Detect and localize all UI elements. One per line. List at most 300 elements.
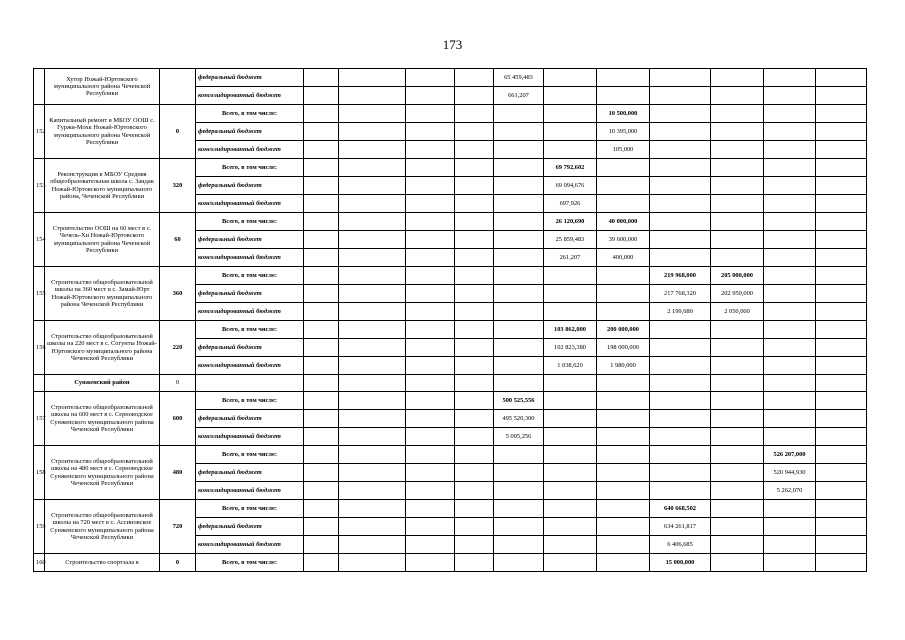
amount-cell	[711, 141, 764, 159]
amount-cell	[304, 428, 339, 446]
amount-cell	[455, 500, 494, 518]
amount-cell	[764, 357, 816, 375]
amount-cell	[304, 464, 339, 482]
amount-cell	[597, 159, 650, 177]
amount-cell	[339, 303, 406, 321]
amount-cell	[650, 357, 711, 375]
amount-cell	[711, 105, 764, 123]
amount-cell	[816, 500, 867, 518]
amount-cell	[711, 410, 764, 428]
amount-cell	[339, 195, 406, 213]
amount-cell	[544, 554, 597, 572]
amount-cell	[455, 321, 494, 339]
amount-cell	[406, 141, 455, 159]
amount-cell	[650, 195, 711, 213]
amount-cell	[816, 339, 867, 357]
capacity-cell: 480	[160, 446, 196, 500]
table-row	[34, 554, 867, 572]
amount-cell	[764, 249, 816, 267]
amount-cell	[544, 500, 597, 518]
page-number: 173	[442, 37, 463, 52]
amount-cell	[494, 141, 544, 159]
amount-cell	[339, 87, 406, 105]
amount-cell	[455, 231, 494, 249]
amount-cell	[304, 536, 339, 554]
amount-cell	[339, 482, 406, 500]
amount-cell	[304, 321, 339, 339]
amount-cell	[711, 428, 764, 446]
amount-cell	[494, 231, 544, 249]
amount-cell	[650, 249, 711, 267]
amount-cell	[455, 482, 494, 500]
amount-cell	[597, 482, 650, 500]
amount-cell: 500 525,556	[494, 392, 544, 410]
amount-cell: 495 520,300	[494, 410, 544, 428]
amount-cell	[544, 410, 597, 428]
amount-cell	[304, 105, 339, 123]
amount-cell	[597, 518, 650, 536]
amount-cell	[544, 428, 597, 446]
amount-cell	[764, 339, 816, 357]
amount-cell: 15 000,000	[650, 554, 711, 572]
amount-cell	[406, 213, 455, 231]
amount-cell	[406, 536, 455, 554]
budget-type-cell: Всего, в том числе:	[196, 213, 304, 231]
amount-cell	[544, 303, 597, 321]
amount-cell	[711, 159, 764, 177]
table-row	[34, 446, 867, 464]
capacity-cell: 0	[160, 105, 196, 159]
budget-type-cell: консолидированный бюджет	[196, 357, 304, 375]
amount-cell	[304, 213, 339, 231]
budget-table	[33, 68, 867, 572]
amount-cell	[406, 428, 455, 446]
budget-type-cell: консолидированный бюджет	[196, 428, 304, 446]
amount-cell	[304, 285, 339, 303]
amount-cell	[544, 123, 597, 141]
amount-cell	[406, 159, 455, 177]
amount-cell	[494, 267, 544, 285]
amount-cell	[764, 195, 816, 213]
amount-cell	[494, 105, 544, 123]
amount-cell	[304, 69, 339, 87]
amount-cell	[455, 303, 494, 321]
project-name-cell: Строительство общеобразовательной школы на 360 мест в с. Замай-Юрт Ножай-Юртовского муниципального района Чеченской Республики	[45, 267, 160, 321]
amount-cell	[406, 195, 455, 213]
amount-cell	[816, 303, 867, 321]
budget-type-cell: консолидированный бюджет	[196, 87, 304, 105]
amount-cell	[597, 177, 650, 195]
amount-cell	[711, 518, 764, 536]
amount-cell	[597, 554, 650, 572]
amount-cell: 5 262,070	[764, 482, 816, 500]
amount-cell	[455, 249, 494, 267]
amount-cell	[455, 446, 494, 464]
amount-cell	[650, 464, 711, 482]
amount-cell	[544, 482, 597, 500]
amount-cell	[764, 303, 816, 321]
amount-cell	[544, 69, 597, 87]
table-row	[34, 159, 867, 177]
amount-cell	[544, 518, 597, 536]
amount-cell	[816, 213, 867, 231]
amount-cell	[339, 177, 406, 195]
amount-cell	[406, 231, 455, 249]
amount-cell	[764, 105, 816, 123]
amount-cell	[711, 249, 764, 267]
amount-cell	[711, 446, 764, 464]
amount-cell	[339, 392, 406, 410]
amount-cell	[650, 105, 711, 123]
amount-cell	[455, 428, 494, 446]
amount-cell	[455, 518, 494, 536]
amount-cell	[816, 392, 867, 410]
amount-cell	[650, 482, 711, 500]
amount-cell	[304, 410, 339, 428]
budget-type-cell: Всего, в том числе:	[196, 267, 304, 285]
amount-cell	[455, 285, 494, 303]
amount-cell	[597, 536, 650, 554]
amount-cell	[494, 159, 544, 177]
amount-cell	[494, 303, 544, 321]
capacity-cell: 60	[160, 213, 196, 267]
amount-cell	[494, 554, 544, 572]
empty-cell	[597, 375, 650, 392]
amount-cell	[494, 285, 544, 303]
capacity-cell: 360	[160, 267, 196, 321]
budget-type-cell: Всего, в том числе:	[196, 392, 304, 410]
amount-cell	[650, 446, 711, 464]
amount-cell	[816, 536, 867, 554]
amount-cell: 2 050,000	[711, 303, 764, 321]
amount-cell	[711, 392, 764, 410]
amount-cell	[544, 446, 597, 464]
budget-type-cell: Всего, в том числе:	[196, 446, 304, 464]
budget-type-cell: консолидированный бюджет	[196, 141, 304, 159]
budget-type-cell: федеральный бюджет	[196, 177, 304, 195]
capacity-cell: 0	[160, 375, 196, 392]
amount-cell	[304, 159, 339, 177]
amount-cell	[650, 213, 711, 231]
amount-cell	[764, 267, 816, 285]
amount-cell	[339, 446, 406, 464]
row-number-cell: 154	[34, 213, 45, 267]
amount-cell	[455, 392, 494, 410]
amount-cell	[816, 159, 867, 177]
amount-cell	[816, 141, 867, 159]
empty-cell	[764, 375, 816, 392]
amount-cell: 102 823,380	[544, 339, 597, 357]
empty-cell	[494, 375, 544, 392]
amount-cell	[650, 339, 711, 357]
amount-cell: 2 199,680	[650, 303, 711, 321]
amount-cell: 697,926	[544, 195, 597, 213]
amount-cell	[816, 195, 867, 213]
amount-cell	[406, 500, 455, 518]
amount-cell: 661,207	[494, 87, 544, 105]
project-name-cell: Реконструкция в МБОУ Средняя общеобразовательная школа с. Зандак Ножай-Юртовского муниципального района, Чеченской Республики	[45, 159, 160, 213]
amount-cell	[544, 285, 597, 303]
amount-cell	[339, 159, 406, 177]
project-name-cell: Строительство общеобразовательной школы на 220 мест в с. Согунты Ножай-Юртовского муниципального района Чеченской Республики	[45, 321, 160, 375]
amount-cell	[339, 410, 406, 428]
amount-cell	[339, 518, 406, 536]
amount-cell	[494, 195, 544, 213]
amount-cell	[816, 285, 867, 303]
amount-cell: 6 406,685	[650, 536, 711, 554]
budget-type-cell: федеральный бюджет	[196, 339, 304, 357]
amount-cell	[711, 213, 764, 231]
amount-cell	[650, 410, 711, 428]
amount-cell	[339, 69, 406, 87]
capacity-cell: 0	[160, 554, 196, 572]
amount-cell: 526 207,000	[764, 446, 816, 464]
amount-cell	[339, 105, 406, 123]
amount-cell: 200 000,000	[597, 321, 650, 339]
empty-cell	[711, 375, 764, 392]
amount-cell	[711, 177, 764, 195]
empty-cell	[196, 375, 304, 392]
amount-cell	[494, 518, 544, 536]
amount-cell	[816, 482, 867, 500]
amount-cell	[339, 123, 406, 141]
amount-cell	[304, 177, 339, 195]
amount-cell	[711, 87, 764, 105]
amount-cell	[650, 177, 711, 195]
amount-cell	[304, 123, 339, 141]
amount-cell	[455, 554, 494, 572]
amount-cell	[544, 105, 597, 123]
amount-cell	[597, 285, 650, 303]
project-name-cell: Строительство ООШ на 60 мест в с. Чечель-Хи Ножай-Юртовского муниципального района Чеченской Республики	[45, 213, 160, 267]
amount-cell	[711, 464, 764, 482]
amount-cell	[764, 554, 816, 572]
amount-cell	[406, 177, 455, 195]
budget-type-cell: Всего, в том числе:	[196, 321, 304, 339]
amount-cell	[406, 446, 455, 464]
budget-type-cell: Всего, в том числе:	[196, 500, 304, 518]
row-number-cell: 156	[34, 321, 45, 375]
amount-cell	[304, 87, 339, 105]
amount-cell	[650, 428, 711, 446]
amount-cell	[339, 249, 406, 267]
amount-cell	[816, 357, 867, 375]
amount-cell	[816, 231, 867, 249]
amount-cell	[650, 123, 711, 141]
amount-cell	[406, 285, 455, 303]
amount-cell: 219 968,000	[650, 267, 711, 285]
amount-cell	[764, 123, 816, 141]
amount-cell	[455, 339, 494, 357]
amount-cell	[711, 321, 764, 339]
amount-cell	[339, 500, 406, 518]
amount-cell: 1 038,620	[544, 357, 597, 375]
project-name-cell: Капитальный ремонт в МБОУ ООШ с. Гуржи-Мохк Ножай-Юртовского муниципального района Чеченской Республики	[45, 105, 160, 159]
amount-cell	[494, 339, 544, 357]
amount-cell	[304, 392, 339, 410]
amount-cell	[764, 321, 816, 339]
amount-cell: 202 950,000	[711, 285, 764, 303]
amount-cell	[816, 267, 867, 285]
amount-cell: 640 668,502	[650, 500, 711, 518]
amount-cell	[339, 141, 406, 159]
amount-cell	[304, 482, 339, 500]
amount-cell	[816, 177, 867, 195]
amount-cell	[339, 536, 406, 554]
table-row	[34, 500, 867, 518]
amount-cell	[764, 285, 816, 303]
amount-cell	[816, 105, 867, 123]
capacity-cell: 320	[160, 159, 196, 213]
amount-cell	[597, 195, 650, 213]
amount-cell	[455, 267, 494, 285]
amount-cell	[406, 339, 455, 357]
amount-cell	[816, 446, 867, 464]
amount-cell	[339, 339, 406, 357]
amount-cell	[455, 123, 494, 141]
amount-cell	[455, 69, 494, 87]
row-number-cell: 158	[34, 446, 45, 500]
amount-cell	[650, 87, 711, 105]
amount-cell	[406, 321, 455, 339]
amount-cell	[816, 518, 867, 536]
budget-type-cell: федеральный бюджет	[196, 231, 304, 249]
amount-cell	[406, 105, 455, 123]
amount-cell: 105,000	[597, 141, 650, 159]
amount-cell	[711, 554, 764, 572]
amount-cell	[711, 536, 764, 554]
amount-cell	[544, 267, 597, 285]
amount-cell	[455, 105, 494, 123]
amount-cell	[406, 87, 455, 105]
table-row	[34, 392, 867, 410]
amount-cell	[494, 536, 544, 554]
budget-type-cell: федеральный бюджет	[196, 518, 304, 536]
amount-cell	[650, 231, 711, 249]
project-name-cell: Строительство спортзала в	[45, 554, 160, 572]
row-number-cell: 157	[34, 392, 45, 446]
amount-cell	[304, 446, 339, 464]
amount-cell: 205 000,000	[711, 267, 764, 285]
amount-cell	[764, 159, 816, 177]
amount-cell	[304, 339, 339, 357]
amount-cell	[650, 141, 711, 159]
amount-cell	[494, 177, 544, 195]
amount-cell	[455, 357, 494, 375]
amount-cell	[406, 69, 455, 87]
amount-cell	[764, 69, 816, 87]
row-number-cell: 153	[34, 159, 45, 213]
amount-cell	[455, 536, 494, 554]
amount-cell	[544, 87, 597, 105]
project-name-cell: Хутор Ножай-Юртовского муниципального района Чеченской Республики	[45, 69, 160, 105]
amount-cell	[455, 177, 494, 195]
empty-cell	[304, 375, 339, 392]
amount-cell	[764, 518, 816, 536]
budget-type-cell: консолидированный бюджет	[196, 195, 304, 213]
amount-cell	[494, 500, 544, 518]
amount-cell	[339, 464, 406, 482]
budget-type-cell: консолидированный бюджет	[196, 303, 304, 321]
amount-cell	[816, 87, 867, 105]
budget-type-cell: федеральный бюджет	[196, 69, 304, 87]
amount-cell	[764, 177, 816, 195]
section-title: Сунженский район	[45, 375, 160, 392]
amount-cell	[494, 464, 544, 482]
empty-cell	[406, 375, 455, 392]
amount-cell	[764, 231, 816, 249]
amount-cell	[455, 195, 494, 213]
amount-cell	[816, 321, 867, 339]
amount-cell	[406, 554, 455, 572]
amount-cell: 261,207	[544, 249, 597, 267]
amount-cell	[764, 428, 816, 446]
amount-cell	[816, 464, 867, 482]
amount-cell: 1 980,000	[597, 357, 650, 375]
amount-cell	[544, 536, 597, 554]
amount-cell	[304, 518, 339, 536]
amount-cell	[816, 123, 867, 141]
amount-cell: 40 000,000	[597, 213, 650, 231]
amount-cell: 39 600,000	[597, 231, 650, 249]
empty-cell	[455, 375, 494, 392]
amount-cell	[304, 231, 339, 249]
amount-cell: 103 862,000	[544, 321, 597, 339]
amount-cell	[597, 410, 650, 428]
amount-cell: 69 792,602	[544, 159, 597, 177]
table-row	[34, 267, 867, 285]
amount-cell	[304, 357, 339, 375]
amount-cell	[339, 357, 406, 375]
amount-cell	[816, 249, 867, 267]
amount-cell	[711, 123, 764, 141]
amount-cell: 5 005,256	[494, 428, 544, 446]
amount-cell: 65 459,483	[494, 69, 544, 87]
amount-cell	[455, 87, 494, 105]
amount-cell	[816, 69, 867, 87]
budget-type-cell: федеральный бюджет	[196, 464, 304, 482]
amount-cell	[764, 392, 816, 410]
amount-cell	[711, 500, 764, 518]
row-number-cell	[34, 69, 45, 105]
amount-cell	[711, 339, 764, 357]
amount-cell	[455, 159, 494, 177]
amount-cell	[406, 410, 455, 428]
amount-cell: 69 094,676	[544, 177, 597, 195]
amount-cell	[597, 392, 650, 410]
amount-cell	[406, 357, 455, 375]
amount-cell	[304, 500, 339, 518]
budget-type-cell: Всего, в том числе:	[196, 159, 304, 177]
capacity-cell: 220	[160, 321, 196, 375]
amount-cell	[304, 195, 339, 213]
amount-cell	[544, 464, 597, 482]
amount-cell	[816, 410, 867, 428]
amount-cell	[597, 446, 650, 464]
amount-cell	[711, 195, 764, 213]
amount-cell: 25 859,483	[544, 231, 597, 249]
row-number-cell: 160	[34, 554, 45, 572]
amount-cell	[406, 123, 455, 141]
amount-cell	[406, 249, 455, 267]
amount-cell	[650, 321, 711, 339]
amount-cell	[597, 69, 650, 87]
amount-cell	[544, 141, 597, 159]
table-row	[34, 69, 867, 87]
amount-cell	[764, 500, 816, 518]
amount-cell	[597, 464, 650, 482]
amount-cell: 520 944,930	[764, 464, 816, 482]
